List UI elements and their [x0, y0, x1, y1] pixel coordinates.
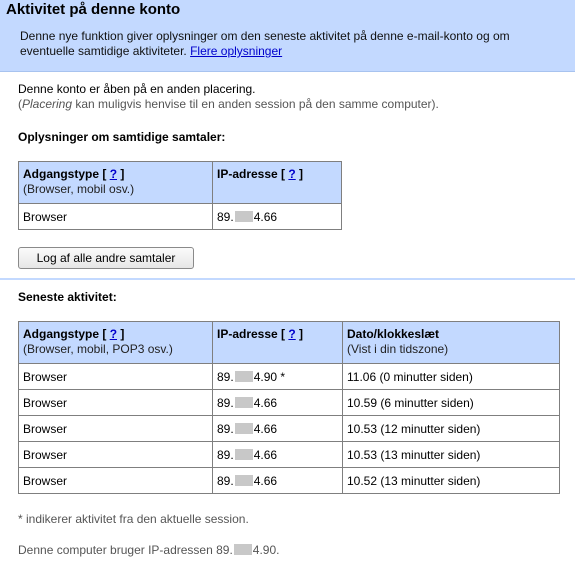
access-type-help-link[interactable]: ?: [109, 167, 118, 181]
ip-cell: 89. 4.66: [213, 204, 342, 230]
concurrent-sessions-table: [18, 161, 342, 230]
ip-cell: 89. 4.66: [213, 390, 343, 416]
datetime-cell: 10.53 (12 minutter siden): [343, 416, 560, 442]
more-info-link[interactable]: Flere oplysninger: [190, 44, 283, 58]
open-elsewhere-text: Denne konto er åben på en anden placering.: [18, 82, 256, 96]
redacted-ip-block: [235, 397, 253, 408]
access-type-cell: Browser: [19, 364, 213, 390]
access-type-cell: Browser: [19, 468, 213, 494]
log-out-other-sessions-button[interactable]: Log af alle andre samtaler: [18, 247, 194, 269]
datetime-cell: 11.06 (0 minutter siden): [343, 364, 560, 390]
column-header-ip: IP-adresse [ ? ]: [213, 162, 342, 204]
recent-activity-table: [18, 321, 560, 494]
ip-cell: 89. 4.66: [213, 416, 343, 442]
redacted-ip-block: [235, 371, 253, 382]
table-row: [19, 416, 560, 442]
datetime-subtitle: (Vist i din tidszone): [347, 342, 449, 356]
table-row: [19, 442, 560, 468]
table-row: [19, 204, 342, 230]
ip-cell: 89. 4.66: [213, 442, 343, 468]
access-type-cell: Browser: [19, 442, 213, 468]
table-row: [19, 364, 560, 390]
access-type-cell: Browser: [19, 390, 213, 416]
access-type-subtitle: (Browser, mobil osv.): [23, 182, 135, 196]
access-type-cell: Browser: [19, 204, 213, 230]
intro-description: Denne nye funktion giver oplysninger om den seneste aktivitet på denne e-mail-konto og om eventuelle samtidige aktiviteter.: [20, 29, 510, 58]
ip-help-link[interactable]: ?: [288, 327, 296, 341]
redacted-ip-block: [235, 423, 253, 434]
access-type-subtitle: (Browser, mobil, POP3 osv.): [23, 342, 173, 356]
table-header-row: [19, 162, 342, 204]
column-header-datetime: Dato/klokkeslæt (Vist i din tidszone): [343, 322, 560, 364]
redacted-ip-block: [234, 544, 252, 555]
section-divider: [0, 278, 575, 280]
ip-cell: 89. 4.90 *: [213, 364, 343, 390]
datetime-cell: 10.59 (6 minutter siden): [343, 390, 560, 416]
location-term: Placering: [22, 97, 73, 111]
ip-cell: 89. 4.66: [213, 468, 343, 494]
column-header-access-type: Adgangstype [ ? ] (Browser, mobil osv.): [19, 162, 213, 204]
intro-text: [20, 29, 565, 59]
table-row: [19, 390, 560, 416]
column-header-access-type: Adgangstype [ ? ] (Browser, mobil, POP3 osv.): [19, 322, 213, 364]
datetime-cell: 10.53 (13 minutter siden): [343, 442, 560, 468]
location-hint: (Placering kan muligvis henvise til en anden session på den samme computer).: [18, 97, 439, 111]
redacted-ip-block: [235, 449, 253, 460]
header-panel: [0, 0, 575, 72]
redacted-ip-block: [235, 475, 253, 486]
table-header-row: [19, 322, 560, 364]
footnote-current-session: * indikerer aktivitet fra den aktuelle session.: [18, 512, 249, 526]
recent-activity-heading: Seneste aktivitet:: [18, 290, 117, 304]
redacted-ip-block: [235, 211, 253, 222]
datetime-cell: 10.52 (13 minutter siden): [343, 468, 560, 494]
access-type-cell: Browser: [19, 416, 213, 442]
access-type-help-link[interactable]: ?: [109, 327, 118, 341]
page-title: Aktivitet på denne konto: [6, 1, 181, 18]
table-row: [19, 468, 560, 494]
column-header-ip: IP-adresse [ ? ]: [213, 322, 343, 364]
computer-ip-text: Denne computer bruger IP-adressen 89. 4.90.: [18, 543, 280, 557]
ip-help-link[interactable]: ?: [288, 167, 296, 181]
concurrent-sessions-heading: Oplysninger om samtidige samtaler:: [18, 130, 226, 144]
